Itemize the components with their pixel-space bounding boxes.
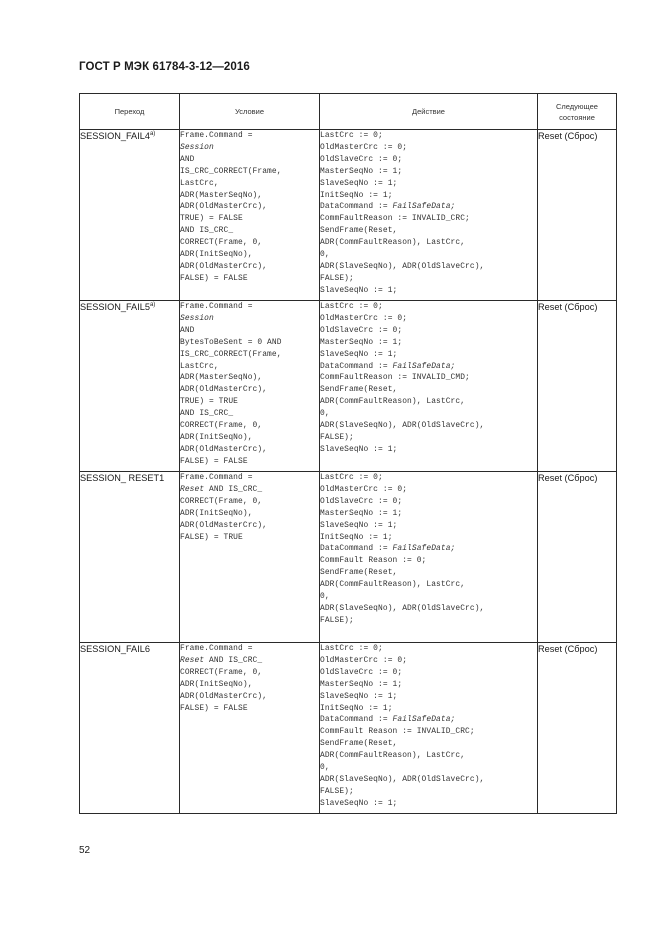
next-state-cell: Reset (Сброс) [538,130,617,301]
action-cell-line: SlaveSeqNo := 1; [320,178,398,188]
condition-cell-line: Frame.Command = [180,302,253,311]
condition-cell-line: FALSE) = FALSE [180,456,248,466]
condition-cell-line: ADR(MasterSeqNo), [180,373,263,383]
condition-cell-line: ADR(OldMasterCrc), [180,202,268,212]
action-cell-line: ADR(CommFaultReason), LastCrc, [320,580,466,590]
table-row [80,472,617,643]
action-cell-line: MasterSeqNo := 1; [320,166,403,176]
action-cell-line: ADR(CommFaultReason), LastCrc, [320,397,466,407]
action-cell-line: FALSE); [320,273,354,283]
action-cell-line: InitSeqNo := 1; [320,532,393,542]
action-cell-line: SlaveSeqNo := 1; [320,798,398,808]
condition-cell-line: FALSE) = FALSE [180,273,248,283]
action-cell-line: SendFrame(Reset, [320,568,398,578]
action-cell-line: CommFault Reason := 0; [320,556,427,566]
column-header-transition: Переход [80,94,180,130]
transition-cell [80,130,180,301]
condition-cell-line: AND IS_CRC_ [180,226,234,236]
condition-cell-line: CORRECT(Frame, 0, [180,496,263,506]
condition-cell [180,643,320,814]
condition-cell-line: ADR(InitSeqNo), [180,679,253,689]
condition-cell-line: FALSE) = TRUE [180,532,243,542]
action-cell-line: 0, [320,250,330,260]
action-cell-line: DataCommand := FailSafeData; [320,202,456,212]
transition-name: SESSION_ RESET1 [80,473,165,483]
action-cell-line: SendFrame(Reset, [320,385,398,395]
table-row [80,130,617,301]
condition-cell-line: ADR(OldMasterCrc), [180,691,268,701]
condition-cell-line: Reset AND IS_CRC_ [180,484,263,494]
condition-cell [180,301,320,472]
condition-cell-line: ADR(MasterSeqNo), [180,190,263,200]
condition-cell-line: Session [180,313,214,323]
condition-cell-line: Reset AND IS_CRC_ [180,655,263,665]
action-cell-line: LastCrc := 0; [320,473,383,482]
condition-cell-line: Frame.Command = [180,131,253,140]
condition-cell-line: ADR(OldMasterCrc), [180,520,268,530]
page-number: 52 [79,845,91,856]
condition-cell-line: Session [180,142,214,152]
condition-cell [180,130,320,301]
condition-cell-line: CORRECT(Frame, 0, [180,667,263,677]
action-cell-line: 0, [320,763,330,773]
transition-cell [80,643,180,814]
transition-cell [80,472,180,643]
condition-cell-line: FALSE) = FALSE [180,703,248,713]
action-cell-line: DataCommand := FailSafeData; [320,361,456,371]
condition-cell-line: TRUE) = FALSE [180,214,243,224]
condition-cell-line: ADR(OldMasterCrc), [180,444,268,454]
transition-name: SESSION_FAIL6 [80,644,150,654]
condition-cell [180,472,320,643]
condition-cell-line: ADR(InitSeqNo), [180,250,253,260]
footnote-marker: a) [149,131,156,137]
condition-cell-line: IS_CRC_CORRECT(Frame, [180,166,282,176]
action-cell-line: 0, [320,592,330,602]
condition-cell-line: AND IS_CRC_ [180,409,234,419]
condition-cell-line: ADR(InitSeqNo), [180,508,253,518]
action-cell-line: CommFaultReason := INVALID_CRC; [320,214,470,224]
action-cell-line: 0, [320,409,330,419]
condition-cell-line: Frame.Command = [180,473,253,482]
next-state-cell: Reset (Сброс) [538,472,617,643]
condition-cell-line: CORRECT(Frame, 0, [180,238,263,248]
action-cell-line: ADR(SlaveSeqNo), ADR(OldSlaveCrc), [320,603,485,613]
transition-cell [80,301,180,472]
next-state-cell: Reset (Сброс) [538,301,617,472]
action-cell-line: OldMasterCrc := 0; [320,313,408,323]
action-cell-line: FALSE); [320,432,354,442]
footnote-marker: a) [149,302,156,308]
condition-cell-line: ADR(OldMasterCrc), [180,261,268,271]
action-cell-line: SlaveSeqNo := 1; [320,444,398,454]
transition-name: SESSION_FAIL4 [80,131,150,141]
transition-name: SESSION_FAIL5 [80,302,150,312]
action-cell-line: OldMasterCrc := 0; [320,142,408,152]
column-header-condition: Условие [180,94,320,130]
column-header-action: Действие [320,94,538,130]
condition-cell-line: ADR(OldMasterCrc), [180,385,268,395]
action-cell-line: InitSeqNo := 1; [320,703,393,713]
action-cell-line: DataCommand := FailSafeData; [320,544,456,554]
condition-cell-line: IS_CRC_CORRECT(Frame, [180,349,282,359]
action-cell-line: OldSlaveCrc := 0; [320,496,403,506]
action-cell-line: OldSlaveCrc := 0; [320,325,403,335]
condition-cell-line: Frame.Command = [180,644,253,653]
action-cell-line: MasterSeqNo := 1; [320,508,403,518]
document-header: ГОСТ Р МЭК 61784-3-12—2016 [79,61,250,73]
action-cell-line: ADR(SlaveSeqNo), ADR(OldSlaveCrc), [320,774,485,784]
column-header-next-state: Следующее состояние [538,94,617,130]
condition-cell-line: LastCrc, [180,178,219,188]
action-cell-line: LastCrc := 0; [320,644,383,653]
action-cell [320,130,538,301]
condition-cell-line: AND [180,154,195,164]
action-cell-line: SendFrame(Reset, [320,226,398,236]
action-cell-line: ADR(SlaveSeqNo), ADR(OldSlaveCrc), [320,261,485,271]
action-cell-line: SlaveSeqNo := 1; [320,691,398,701]
action-cell-line: SlaveSeqNo := 1; [320,349,398,359]
action-cell-line: OldMasterCrc := 0; [320,484,408,494]
transition-table [79,93,617,814]
action-cell-line: ADR(SlaveSeqNo), ADR(OldSlaveCrc), [320,421,485,431]
action-cell-line: OldSlaveCrc := 0; [320,667,403,677]
action-cell-line: CommFault Reason := INVALID_CRC; [320,727,475,737]
condition-cell-line: CORRECT(Frame, 0, [180,421,263,431]
action-cell-line: MasterSeqNo := 1; [320,679,403,689]
next-state-cell: Reset (Сброс) [538,643,617,814]
condition-cell-line: AND [180,325,195,335]
action-cell-line: LastCrc := 0; [320,131,383,140]
action-cell-line: SlaveSeqNo := 1; [320,520,398,530]
condition-cell-line: TRUE) = TRUE [180,397,239,407]
action-cell-line: InitSeqNo := 1; [320,190,393,200]
action-cell-line: FALSE); [320,615,354,625]
action-cell [320,472,538,643]
action-cell-line: SendFrame(Reset, [320,739,398,749]
action-cell [320,301,538,472]
condition-cell-line: BytesToBeSent = 0 AND [180,337,282,347]
action-cell-line: DataCommand := FailSafeData; [320,715,456,725]
action-cell-line: LastCrc := 0; [320,302,383,311]
table-body [80,130,617,814]
table-row [80,301,617,472]
table-row [80,643,617,814]
action-cell-line: MasterSeqNo := 1; [320,337,403,347]
condition-cell-line: ADR(InitSeqNo), [180,432,253,442]
action-cell-line: OldSlaveCrc := 0; [320,154,403,164]
condition-cell-line: LastCrc, [180,361,219,371]
action-cell-line: CommFaultReason := INVALID_CMD; [320,373,470,383]
action-cell-line: OldMasterCrc := 0; [320,655,408,665]
action-cell-line: ADR(CommFaultReason), LastCrc, [320,751,466,761]
table-header-row [80,94,617,130]
action-cell-line: FALSE); [320,786,354,796]
action-cell-line: SlaveSeqNo := 1; [320,285,398,295]
action-cell [320,643,538,814]
action-cell-line: ADR(CommFaultReason), LastCrc, [320,238,466,248]
